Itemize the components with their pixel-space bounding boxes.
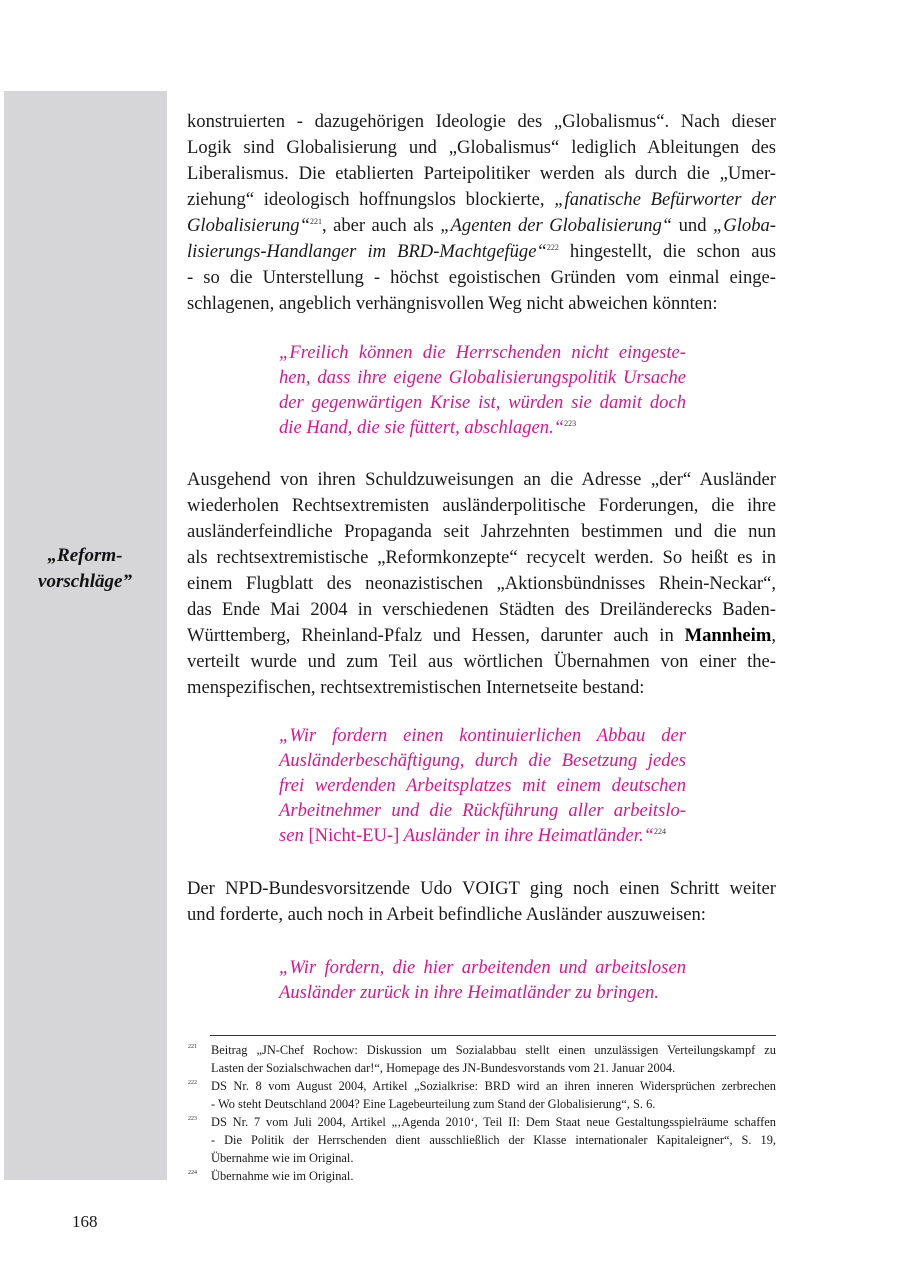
text-line: Liberalismus. Die etablierten Parteipolitiker werden als durch die „Umer-	[187, 163, 776, 184]
quote-line: sen [Nicht-EU-] Ausländer in ihre Heimatländer.“$^{224}$	[279, 825, 666, 846]
footnote-line: Übernahme wie im Original.	[211, 1169, 354, 1183]
quote-line: „Wir fordern, die hier arbeitenden und arbeitslosen	[279, 957, 686, 978]
text-line: Globalisierung“$^{221}$, aber auch als „Agenten der Globalisierung“ und „Globa-	[187, 215, 776, 236]
text-line: Logik sind Globalisierung und „Globalismus“ lediglich Ableitungen des	[187, 137, 776, 158]
text-line: wiederholen Rechtsextremisten ausländerpolitische Forderungen, die ihre	[187, 495, 776, 516]
footnotes	[188, 1041, 776, 1185]
footnote-line: - Die Politik der Herrschenden dient ausschließlich der Klasse internationaler Kapitaleigner“, S. 19,	[211, 1133, 776, 1147]
text-line: einem Flugblatt des neonazistischen „Aktionsbündnisses Rhein-Neckar“,	[187, 573, 776, 594]
text-line: Ausgehend von ihren Schuldzuweisungen an die Adresse „der“ Ausländer	[187, 469, 776, 490]
text-line: konstruierten - dazugehörigen Ideologie des „Globalismus“. Nach dieser	[187, 111, 776, 132]
text-line: ausländerfeindliche Propaganda seit Jahrzehnten bestimmen und die nun	[187, 521, 776, 542]
text-line: menspezifischen, rechtsextremistischen Internetseite bestand:	[187, 677, 645, 698]
text-line: als rechtsextremistische „Reformkonzepte“ recycelt werden. So heißt es in	[187, 547, 776, 568]
margin-note	[20, 543, 150, 595]
paragraph-1	[187, 109, 776, 317]
quote-1	[279, 340, 686, 440]
text-line: Der NPD-Bundesvorsitzende Udo VOIGT ging noch einen Schritt weiter	[187, 878, 776, 899]
footnote-line: - Wo steht Deutschland 2004? Eine Lagebeurteilung zum Stand der Globalisierung“, S. 6.	[211, 1097, 656, 1111]
text-line: verteilt wurde und zum Teil aus wörtlichen Übernahmen von einer the-	[187, 651, 776, 672]
footnote-ref: 223	[564, 419, 577, 428]
text-line: und forderte, auch noch in Arbeit befindliche Ausländer auszuweisen:	[187, 904, 706, 925]
footnote-line: DS Nr. 7 vom Juli 2004, Artikel „‚Agenda 2010‘, Teil II: Dem Staat neue Gestaltungsspielräume schaffen	[211, 1115, 776, 1129]
quote-2	[279, 723, 686, 848]
footnote-ref: 221	[309, 217, 322, 226]
footnote-number: 221	[188, 1044, 197, 1050]
quote-line: der gegenwärtigen Krise ist, würden sie damit doch	[279, 392, 686, 413]
quote-line: die Hand, die sie füttert, abschlagen.“$^{223}$	[279, 417, 577, 438]
footnote-line: Lasten der Sozialschwachen dar!“, Homepage des JN-Bundesvorstands vom 21. Januar 2004.	[211, 1061, 676, 1075]
footnote-line: Beitrag „JN-Chef Rochow: Diskussion um Sozialabbau stellt einen unzulässigen Verteilungskampf zu	[211, 1043, 776, 1057]
paragraph-3	[187, 876, 776, 928]
paragraph-2	[187, 467, 776, 701]
footnote-number: 222	[188, 1080, 197, 1086]
text-line: Württemberg, Rheinland-Pfalz und Hessen, darunter auch in Mannheim,	[187, 625, 776, 646]
quote-line: Arbeitnehmer und die Rückführung aller arbeitslo-	[279, 800, 686, 821]
footnote	[188, 1113, 776, 1167]
footnote	[188, 1167, 776, 1185]
margin-column	[4, 91, 167, 1180]
footnote-divider	[210, 1035, 776, 1036]
quote-line: frei werdenden Arbeitsplatzes mit einem deutschen	[279, 775, 686, 796]
text-line: ziehung“ ideologisch hoffnungslos blockierte, „fanatische Befürworter der	[187, 189, 776, 210]
quote-line: Ausländer zurück in ihre Heimatländer zu bringen.	[279, 982, 659, 1003]
quote-line: hen, dass ihre eigene Globalisierungspolitik Ursache	[279, 367, 686, 388]
quote-3	[279, 955, 686, 1005]
footnote-number: 223	[188, 1116, 197, 1122]
footnote	[188, 1041, 776, 1077]
highlighted-city: Mannheim	[684, 625, 772, 646]
text-line: - so die Unterstellung - höchst egoistischen Gründen vom einmal einge-	[187, 267, 776, 288]
footnote-line: Übernahme wie im Original.	[211, 1151, 354, 1165]
footnote-ref: 222	[546, 243, 559, 252]
quote-line: „Freilich können die Herrschenden nicht eingeste-	[279, 342, 686, 363]
text-line: lisierungs-Handlanger im BRD-Machtgefüge“$^{222}$ hingestellt, die schon aus	[187, 241, 776, 262]
footnote-number: 224	[188, 1170, 197, 1176]
footnote	[188, 1077, 776, 1113]
footnote-ref: 224	[653, 827, 666, 836]
margin-note-line: vorschläge”	[38, 571, 132, 592]
margin-note-line: „Reform-	[47, 545, 123, 566]
quote-line: „Wir fordern einen kontinuierlichen Abbau der	[279, 725, 686, 746]
page-number: 168	[72, 1212, 98, 1231]
footnote-line: DS Nr. 8 vom August 2004, Artikel „Sozialkrise: BRD wird an ihren inneren Widersprüchen zerbrechen	[211, 1079, 776, 1093]
quote-line: Ausländerbeschäftigung, durch die Besetzung jedes	[279, 750, 686, 771]
text-line: das Ende Mai 2004 in verschiedenen Städten des Dreiländerecks Baden-	[187, 599, 776, 620]
text-line: schlagenen, angeblich verhängnisvollen Weg nicht abweichen könnten:	[187, 293, 718, 314]
